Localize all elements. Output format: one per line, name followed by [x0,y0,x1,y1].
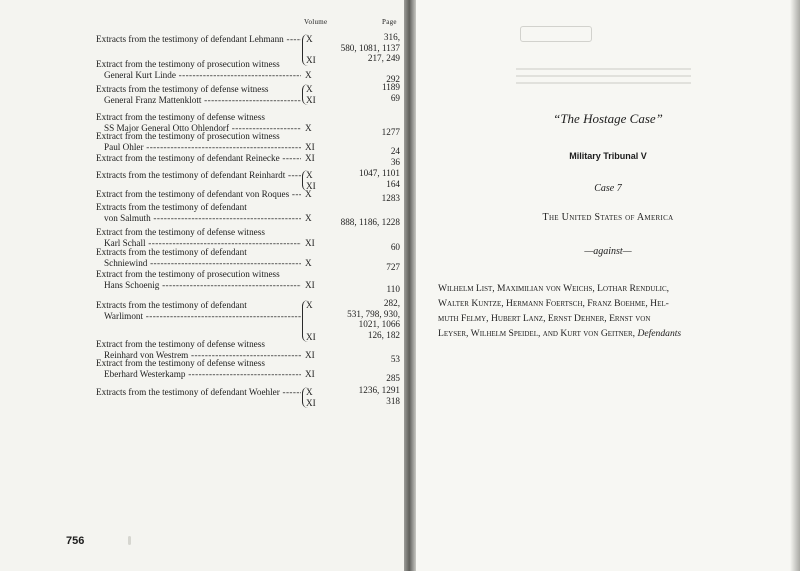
entry-description [96,269,301,290]
entry-line: General Kurt Linde ----- [96,70,301,81]
entry-description [96,59,301,80]
entry-description [96,131,301,152]
entry-pages [322,385,400,406]
volume-number: X [305,122,312,133]
defendants-line-text: Leyser, Wilhelm Speidel, and Kurt von Geitner, [438,328,636,339]
entry-line: Extracts from the testimony of defense witness [96,84,269,94]
volume-number: X [306,170,313,180]
volume-number: X [306,34,313,44]
volume-number: X [306,84,313,94]
entry-line: Extracts from the testimony of defendant [96,202,247,212]
page-reference: 1021, 1066 [358,319,400,329]
page-reference: 217, 249 [367,53,400,63]
entry-description [96,189,301,200]
defendants-line: Wilhelm List, Maximilian von Weichs, Lothar Rendulic, [438,283,670,294]
entry-description [96,387,301,398]
volume-number: XI [306,55,316,65]
entry-description [96,247,301,268]
case-title: “The Hostage Case” [553,111,663,126]
book-gutter [404,0,416,571]
entry-description [96,202,301,223]
page-column-header: Page [382,18,397,26]
entry-description [96,34,301,45]
volume-number: XI [306,180,316,191]
page-reference: 285 [386,372,400,383]
entry-description [96,339,301,360]
volume-number: XI [305,141,315,152]
entry-description [96,227,301,248]
entry-description [96,300,301,321]
entry-line: Extracts from the testimony of defendant Lehmann ----- [96,34,301,45]
entry-line: Schniewind ----- [96,258,301,269]
entry-line: Extract from the testimony of prosecution witness [96,131,280,141]
entry-description [96,112,301,133]
page-reference: 318 [386,395,400,406]
defendants-suffix: Defendants [637,328,682,339]
entry-line: Extracts from the testimony of defendant Reinhardt ----- [96,170,301,181]
defendants-line: muth Felmy, Hubert Lanz, Ernst Dehner, Ernst von [438,313,651,324]
entry-pages [322,146,400,157]
volume-column-header: Volume [304,18,328,26]
volume-number: X [305,189,312,199]
page-number: 756 [66,535,85,547]
entry-description [96,153,301,164]
entry-line: Extract from the testimony of defendant Reinecke ----- [96,153,301,164]
entry-pages [322,242,400,253]
defendants-list [438,281,744,341]
volume-number: X [305,212,312,223]
entry-pages [322,193,400,204]
page-reference: 580, 1081, 1137 [340,42,400,53]
volume-number: XI [306,94,316,105]
entry-description [96,84,301,105]
defendants-line: Walter Kuntze, Hermann Foertsch, Franz Boehme, Hel- [438,298,669,309]
page-reference: 531, 798, 930, [347,308,400,319]
entry-pages [322,217,400,228]
entry-pages [322,284,400,295]
page-reference: 282, [383,298,400,308]
entry-line: Extract from the testimony of defense witness [96,227,265,237]
entry-line: General Franz Mattenklott ----- [96,95,301,106]
volume-number: XI [305,349,315,360]
entry-line: Extract from the testimony of defense witness [96,339,265,349]
entry-line: Karl Schall ----- [96,238,301,249]
against-label: —against— [584,246,632,257]
volume-number: X [306,387,313,397]
page-reference: 1189 [381,82,400,92]
page-reference: 110 [386,283,400,294]
entry-pages [322,373,400,384]
volume-number: XI [306,331,316,342]
page-reference: 1277 [381,126,400,137]
entry-pages [322,32,400,64]
volume-number: XI [306,397,316,408]
entry-pages [322,168,400,189]
page-reference: 292 [386,73,400,84]
volume-number: X [305,69,312,80]
entry-line: Extracts from the testimony of defendant [96,247,247,257]
page-reference: 1283 [381,193,400,203]
page-reference: 24 [390,145,400,156]
bleed-through-text [516,68,691,86]
entry-description [96,170,301,181]
page-reference: 36 [390,157,400,167]
entry-line: Hans Schoenig ----- [96,280,301,291]
page-reference: 164 [386,178,400,189]
entry-line: Extract from the testimony of prosecution witness [96,59,280,69]
entry-line: Extracts from the testimony of defendant [96,300,247,310]
ink-smudge [128,536,131,545]
entry-description [96,358,301,379]
page-reference: 1236, 1291 [358,385,400,395]
entry-pages [322,298,400,340]
page-reference: 316, [383,32,400,42]
right-page [416,0,800,571]
entry-pages [322,82,400,103]
entry-pages [322,127,400,138]
entry-line: Extracts from the testimony of defendant Woehler ----- [96,387,301,398]
tribunal-name: Military Tribunal V [569,151,647,161]
case-number: Case 7 [594,183,622,194]
defendants-line [438,326,744,341]
page-reference: 1047, 1101 [358,168,400,178]
volume-number: XI [305,368,315,379]
entry-line: Extract from the testimony of defense witness [96,358,265,368]
entry-line: Eberhard Westerkamp ----- [96,369,301,380]
page-reference: 888, 1186, 1228 [340,216,400,227]
plaintiff: The United States of America [542,212,674,223]
volume-number: XI [305,279,315,290]
entry-line: Extract from the testimony of defense witness [96,112,265,122]
bleed-through-mark [520,26,592,42]
entry-line: von Salmuth ----- [96,213,301,224]
entry-line: Warlimont ----- [96,311,301,322]
entry-line: Extract from the testimony of prosecution witness [96,269,280,279]
page-reference: 60 [390,241,400,252]
volume-number: X [306,300,313,310]
page-reference: 727 [386,261,400,272]
entry-line: Paul Ohler ----- [96,142,301,153]
volume-number: X [305,257,312,268]
page-reference: 69 [390,92,400,103]
entry-line: Extract from the testimony of defendant von Roques ----- [96,189,301,200]
page-reference: 126, 182 [367,329,400,340]
entry-pages [322,157,400,168]
entry-pages [322,262,400,273]
page-reference: 53 [390,353,400,364]
entry-pages [322,354,400,365]
entry-line: SS Major General Otto Ohlendorf ----- [96,123,301,134]
volume-number: XI [305,237,315,248]
volume-number: XI [305,153,315,163]
entry-line: Reinhard von Westrem ----- [96,350,301,361]
